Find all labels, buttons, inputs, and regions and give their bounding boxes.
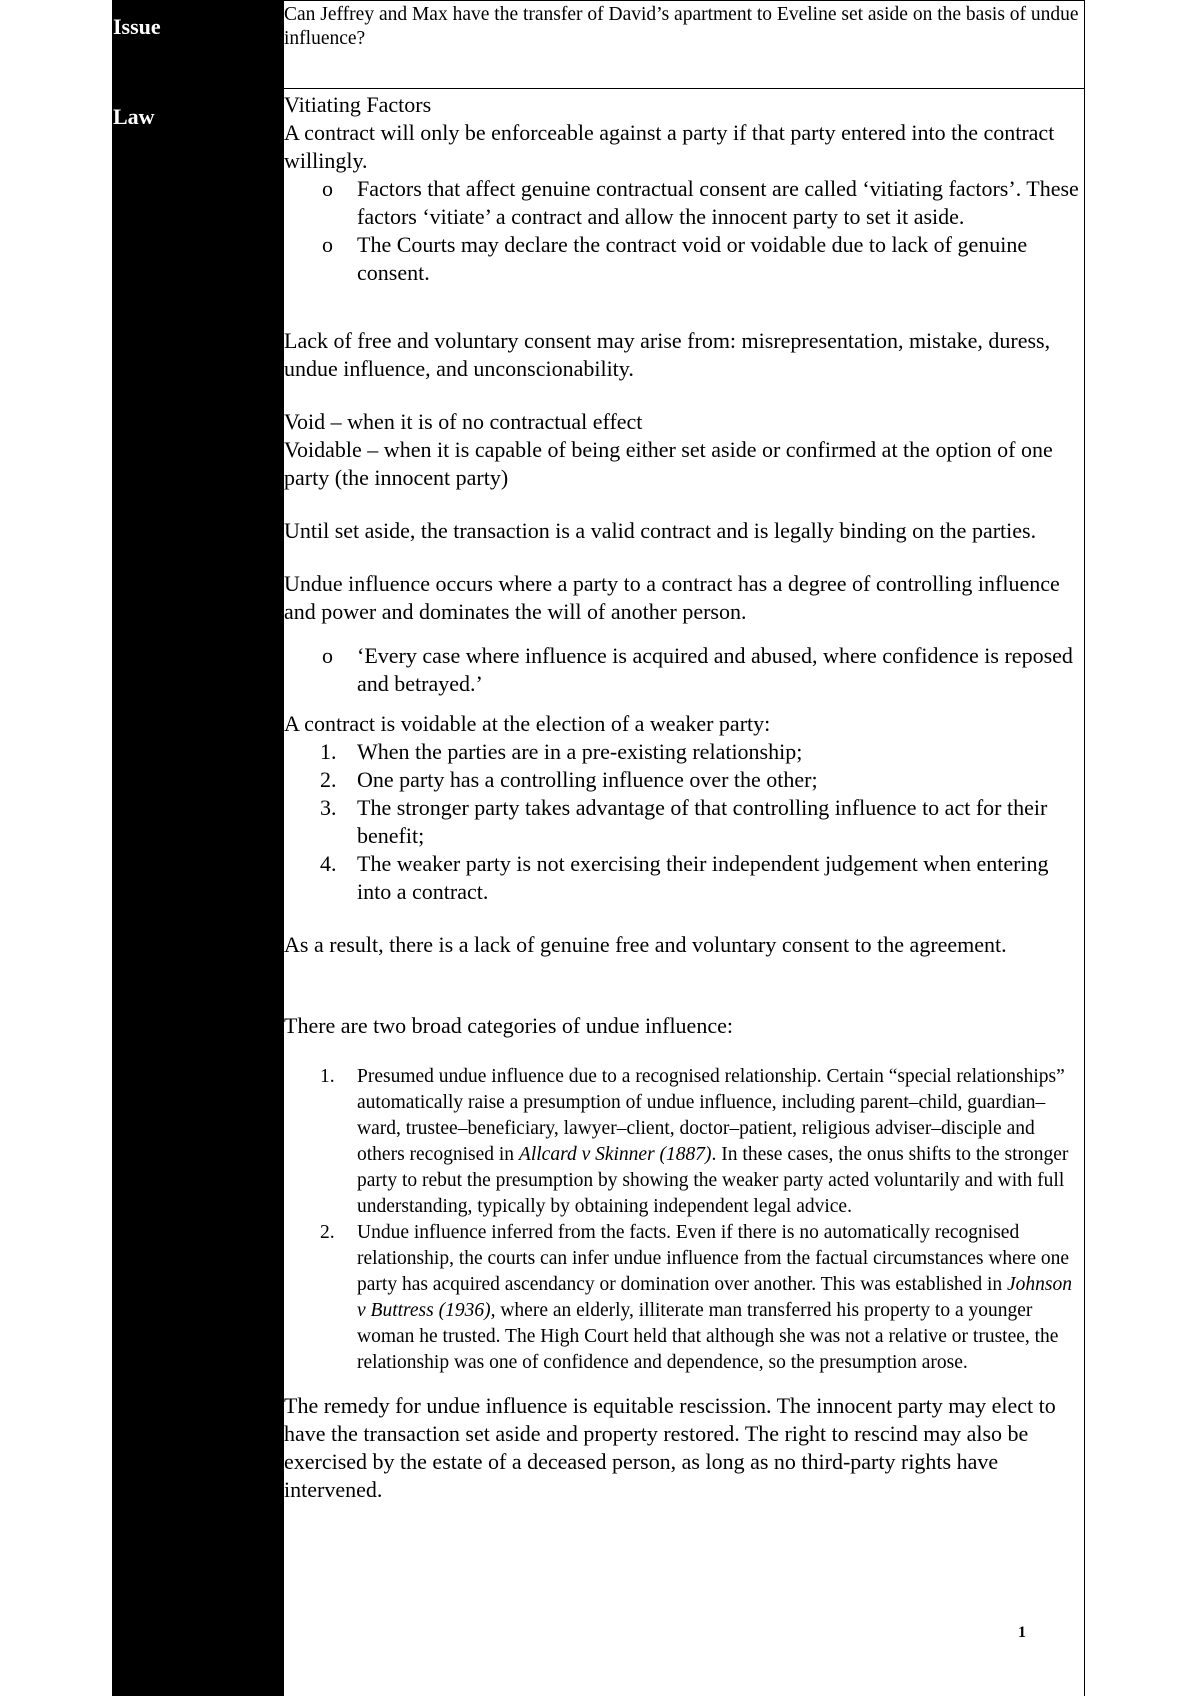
list-item: o The Courts may declare the contract void or voidable due to lack of genuine consent.: [284, 231, 1084, 287]
list-item: o ‘Every case where influence is acquired and abused, where confidence is reposed and betrayed.’: [284, 642, 1084, 698]
list-item: 2. Undue influence inferred from the facts. Even if there is no automatically recognised relationship, the courts can infer undue influence from the factual circumstances where one party has acquired ascendancy or domination over another. This was established in Johnson v Buttress (1936), where an elderly, illiterate man transferred his property to a younger woman he trusted. The High Court held that although she was not a relative or trustee, the relationship was one of confidence and dependence, so the presumption arose.: [320, 1222, 1072, 1373]
categories-intro: There are two broad categories of undue influence:: [284, 1013, 733, 1038]
list-item: 2. One party has a controlling influence over the other;: [320, 767, 818, 792]
categories-list: [284, 1064, 1084, 1376]
label-column: [112, 0, 284, 1696]
result-paragraph: As a result, there is a lack of genuine free and voluntary consent to the agreement.: [284, 932, 1007, 957]
remedy-paragraph: The remedy for undue influence is equitable rescission. The innocent party may elect to have the transaction set aside and property restored. The right to rescind may also be exercised by the estate of a deceased person, as long as no third-party rights have intervened.: [284, 1393, 1056, 1502]
list-item: 1. When the parties are in a pre-existing relationship;: [320, 739, 803, 764]
list-item: o Factors that affect genuine contractual consent are called ‘vitiating factors’. These factors ‘vitiate’ a contract and allow the innocent party to set it aside.: [284, 175, 1084, 231]
issue-question: Can Jeffrey and Max have the transfer of David’s apartment to Eveline set aside on the basis of undue influence?: [284, 4, 1079, 49]
list-item: 3. The stronger party takes advantage of that controlling influence to act for their benefit;: [320, 795, 1048, 848]
row-divider: [283, 88, 1085, 89]
until-paragraph: Until set aside, the transaction is a valid contract and is legally binding on the parties.: [284, 518, 1037, 543]
undue-definition: Undue influence occurs where a party to a contract has a degree of controlling influence and power and dominates the will of another person.: [284, 571, 1060, 624]
conditions-list: [284, 738, 1084, 906]
table-top-border: [283, 0, 1085, 1]
law-label: Law: [113, 104, 155, 129]
issue-label: Issue: [113, 14, 161, 39]
vitiating-bullets: [284, 175, 1084, 287]
voidable-intro: A contract is voidable at the election of a weaker party:: [284, 711, 771, 736]
list-item: 1. Presumed undue influence due to a recognised relationship. Certain “special relationships” automatically raise a presumption of undue influence, including parent–child, guardian–ward, trustee–beneficiary, lawyer–client, doctor–patient, religious adviser–disciple and others recognised in Allcard v Skinner (1887). In these cases, the onus shifts to the stronger party to rebut the presumption by showing the weaker party acted voluntarily and with full understanding, typically by obtaining independent legal advice.: [320, 1066, 1069, 1217]
voidable-definition: Voidable – when it is capable of being either set aside or confirmed at the option of one party (the innocent party): [284, 437, 1053, 490]
law-heading: Vitiating Factors: [284, 92, 432, 117]
list-item: 4. The weaker party is not exercising their independent judgement when entering into a contract.: [320, 851, 1049, 904]
lack-paragraph: Lack of free and voluntary consent may arise from: misrepresentation, mistake, duress, undue influence, and unconscionability.: [284, 328, 1051, 381]
quote-bullet: [284, 642, 1084, 698]
law-intro: A contract will only be enforceable against a party if that party entered into the contract willingly.: [284, 120, 1055, 173]
void-definition: Void – when it is of no contractual effect: [284, 409, 643, 434]
page-number: 1: [1018, 1624, 1026, 1641]
law-section: [284, 91, 1084, 1504]
table-right-border: [1084, 0, 1085, 1696]
